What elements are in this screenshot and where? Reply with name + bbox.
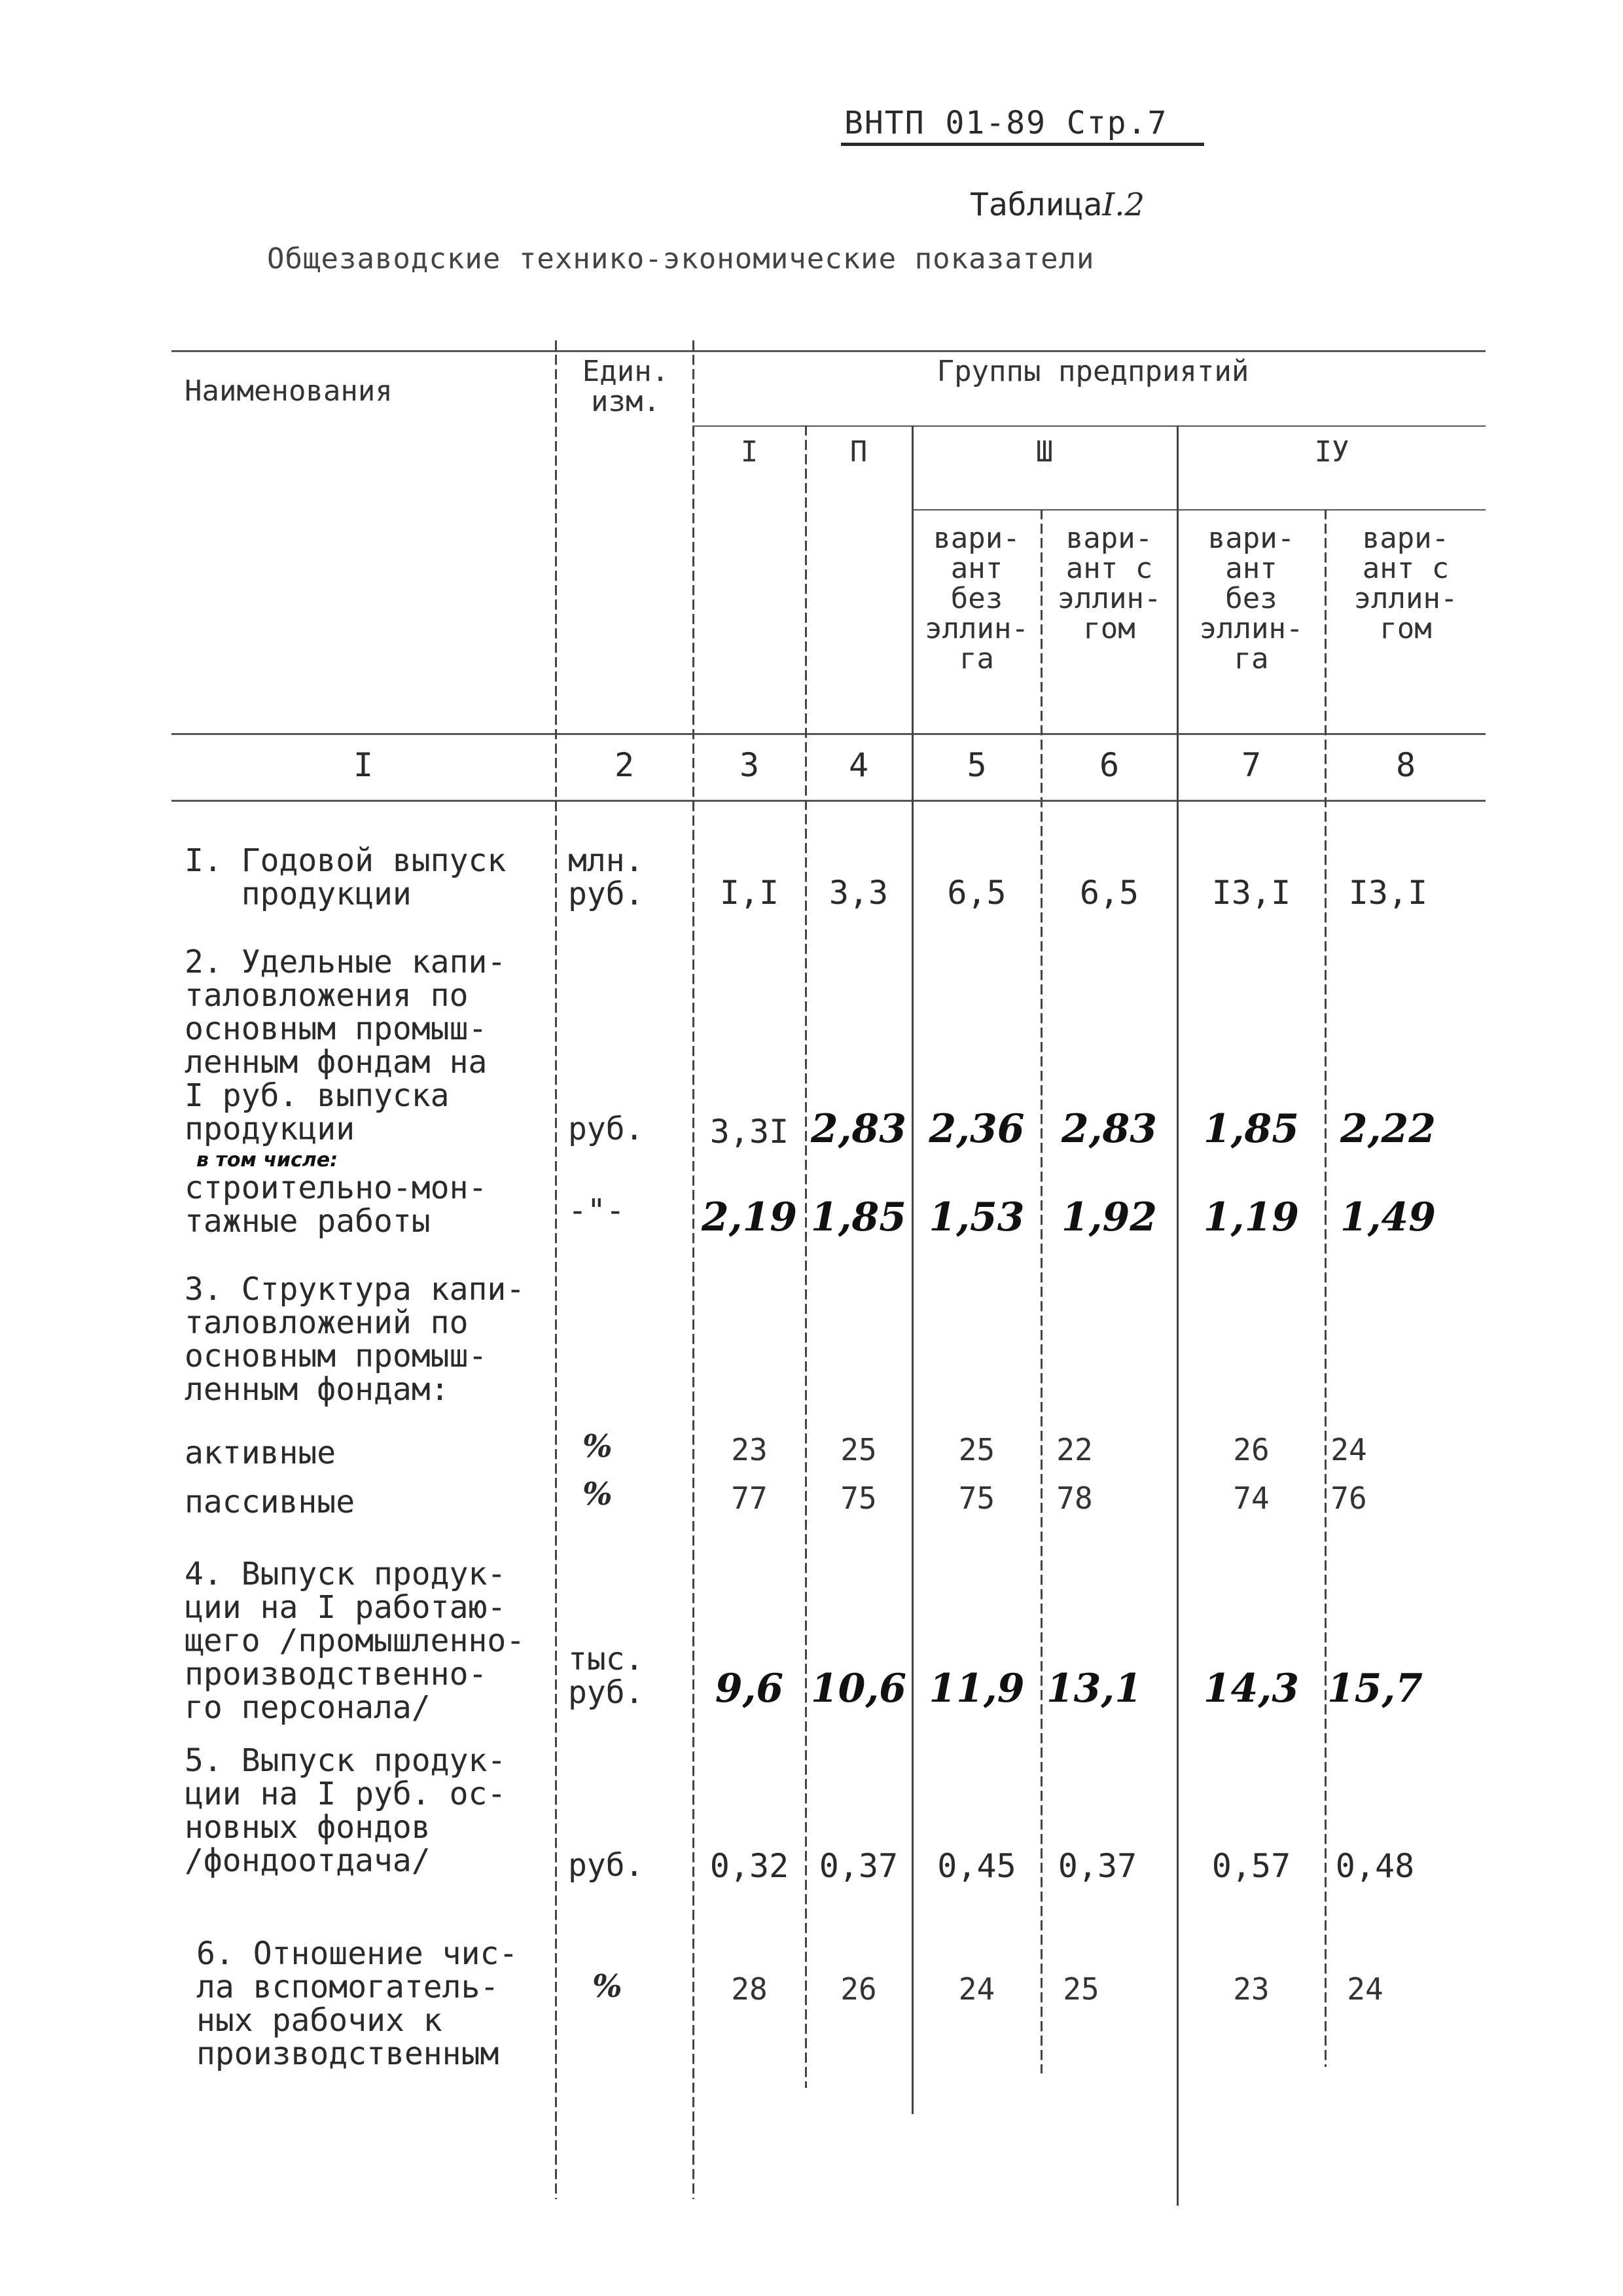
row-label: 4. Выпуск продук- ции на I работаю- щего /промышленно- производственно- го персонала/ — [185, 1556, 526, 1726]
row-unit: -"- — [568, 1193, 625, 1229]
cell-value: 25 — [840, 1432, 877, 1467]
cell-value: 6,5 — [947, 874, 1007, 912]
row-label: 5. Выпуск продук- ции на I руб. ос- новных фондов /фондоотдача/ — [185, 1742, 507, 1879]
cell-value-handwritten: 13,1 — [1046, 1666, 1143, 1712]
cell-value-handwritten: 1,19 — [1203, 1194, 1300, 1240]
cell-value: 78 — [1056, 1480, 1093, 1516]
row-unit: % — [592, 1968, 622, 2005]
column-number-8: 8 — [1395, 746, 1416, 784]
column-number-3: 3 — [739, 746, 760, 784]
cell-value: 75 — [840, 1480, 877, 1516]
cell-value-handwritten: 1,85 — [810, 1194, 907, 1240]
groups-rule — [692, 425, 1486, 427]
table-title — [970, 187, 1145, 223]
subcolumn-header-8: вари- ант с эллин- гом — [1353, 522, 1458, 645]
cell-value: 26 — [1233, 1432, 1270, 1467]
cell-value: 23 — [731, 1432, 768, 1467]
cell-value: 3,3 — [829, 874, 889, 912]
variants-rule — [912, 509, 1486, 511]
cell-value-handwritten: 10,6 — [810, 1666, 907, 1712]
column-header-unit: Един. изм. — [582, 355, 669, 418]
cell-value-handwritten: 15,7 — [1327, 1666, 1423, 1712]
group-header-3: Ш — [1035, 435, 1054, 469]
cell-value: 26 — [840, 1971, 877, 2007]
cell-value: 77 — [731, 1480, 768, 1516]
document-code-underline — [841, 143, 1204, 146]
table-number: I.2 — [1102, 187, 1145, 223]
cell-value: 24 — [1330, 1432, 1367, 1467]
row-label: пассивные — [185, 1484, 355, 1520]
subcolumn-header-7: вари- ант без эллин- га — [1199, 522, 1304, 675]
cell-value: I,I — [719, 874, 779, 912]
cell-value-handwritten: 2,22 — [1340, 1106, 1436, 1152]
cell-value: 0,37 — [1058, 1847, 1137, 1885]
cell-value: 0,48 — [1335, 1847, 1415, 1885]
cell-value-handwritten: 14,3 — [1203, 1666, 1300, 1712]
row-label: строительно-мон- тажные работы — [185, 1170, 488, 1240]
cell-value-handwritten: 1,49 — [1340, 1194, 1436, 1240]
cell-value-handwritten: 1,53 — [929, 1194, 1025, 1240]
column-header-name: Наименования — [185, 374, 393, 408]
cell-value: 6,5 — [1079, 874, 1139, 912]
group-header-1: I — [740, 435, 758, 469]
column-number-2: 2 — [614, 746, 635, 784]
column-number-1: I — [353, 746, 374, 784]
vline-c5-c6 — [1041, 509, 1043, 2073]
cell-value: 0,32 — [709, 1847, 789, 1885]
row-unit: % — [582, 1476, 613, 1513]
colnum-bottom-rule — [171, 800, 1486, 802]
subcolumn-header-6: вари- ант с эллин- гом — [1057, 522, 1162, 645]
row-label: 6. Отношение чис- ла вспомогатель- ных рабочих к производственным — [196, 1935, 518, 2072]
cell-value: 22 — [1056, 1432, 1093, 1467]
cell-value-handwritten: 9,6 — [715, 1666, 784, 1712]
cell-value: 74 — [1233, 1480, 1270, 1516]
cell-value: 75 — [958, 1480, 995, 1516]
row-note: в том числе: — [196, 1149, 338, 1172]
cell-value-handwritten: 2,83 — [810, 1106, 907, 1152]
table-subtitle: Общезаводские технико-экономические показатели — [267, 242, 1095, 276]
cell-value-handwritten: 2,19 — [701, 1194, 798, 1240]
cell-value-handwritten: 2,83 — [1061, 1106, 1158, 1152]
cell-value: 0,37 — [819, 1847, 899, 1885]
cell-value: 24 — [1347, 1971, 1383, 2007]
column-number-4: 4 — [848, 746, 869, 784]
row-label: I. Годовой выпуск продукции — [185, 842, 507, 912]
row-label: 3. Структура капи- таловложений по основным промыш- ленным фондам: — [185, 1271, 526, 1408]
document-code: ВНТП 01-89 Стр.7 — [844, 105, 1168, 141]
cell-value-handwritten: 1,85 — [1203, 1106, 1300, 1152]
row-label: 2. Удельные капи- таловложения по основным промыш- ленным фондам на I руб. выпуска продукции — [185, 944, 507, 1147]
cell-value: 25 — [1063, 1971, 1099, 2007]
cell-value: 28 — [731, 1971, 768, 2007]
vline-unit-right — [692, 340, 694, 2199]
column-number-7: 7 — [1241, 746, 1262, 784]
vline-g3-g4 — [1177, 425, 1179, 2206]
column-number-5: 5 — [967, 746, 987, 784]
row-unit: млн. руб. — [568, 842, 644, 912]
column-header-groups: Группы предприятий — [936, 355, 1249, 388]
colnum-top-rule — [171, 733, 1486, 735]
row-label: активные — [185, 1435, 336, 1471]
table-top-rule — [171, 350, 1486, 352]
cell-value: 76 — [1330, 1480, 1367, 1516]
row-unit: руб. — [568, 1847, 644, 1884]
cell-value: 25 — [958, 1432, 995, 1467]
cell-value: 23 — [1233, 1971, 1270, 2007]
subcolumn-header-5: вари- ант без эллин- га — [925, 522, 1029, 675]
cell-value: 0,57 — [1211, 1847, 1291, 1885]
group-header-4: IУ — [1314, 435, 1349, 469]
vline-g1-g2 — [805, 425, 807, 2088]
cell-value-handwritten: 2,36 — [929, 1106, 1025, 1152]
cell-value: 3,3I — [709, 1113, 789, 1151]
vline-unit-left — [555, 340, 557, 2199]
table-title-label: Таблица — [970, 187, 1103, 223]
cell-value-handwritten: 11,9 — [929, 1666, 1025, 1712]
vline-c7-c8 — [1325, 509, 1327, 2067]
cell-value: 24 — [958, 1971, 995, 2007]
cell-value: I3,I — [1348, 874, 1428, 912]
cell-value-handwritten: 1,92 — [1061, 1194, 1158, 1240]
column-number-6: 6 — [1099, 746, 1120, 784]
group-header-2: П — [849, 435, 868, 469]
cell-value: 0,45 — [937, 1847, 1016, 1885]
row-unit: руб. — [568, 1111, 644, 1147]
cell-value: I3,I — [1211, 874, 1291, 912]
row-unit: тыс. руб. — [568, 1641, 644, 1711]
row-unit: % — [582, 1428, 613, 1465]
